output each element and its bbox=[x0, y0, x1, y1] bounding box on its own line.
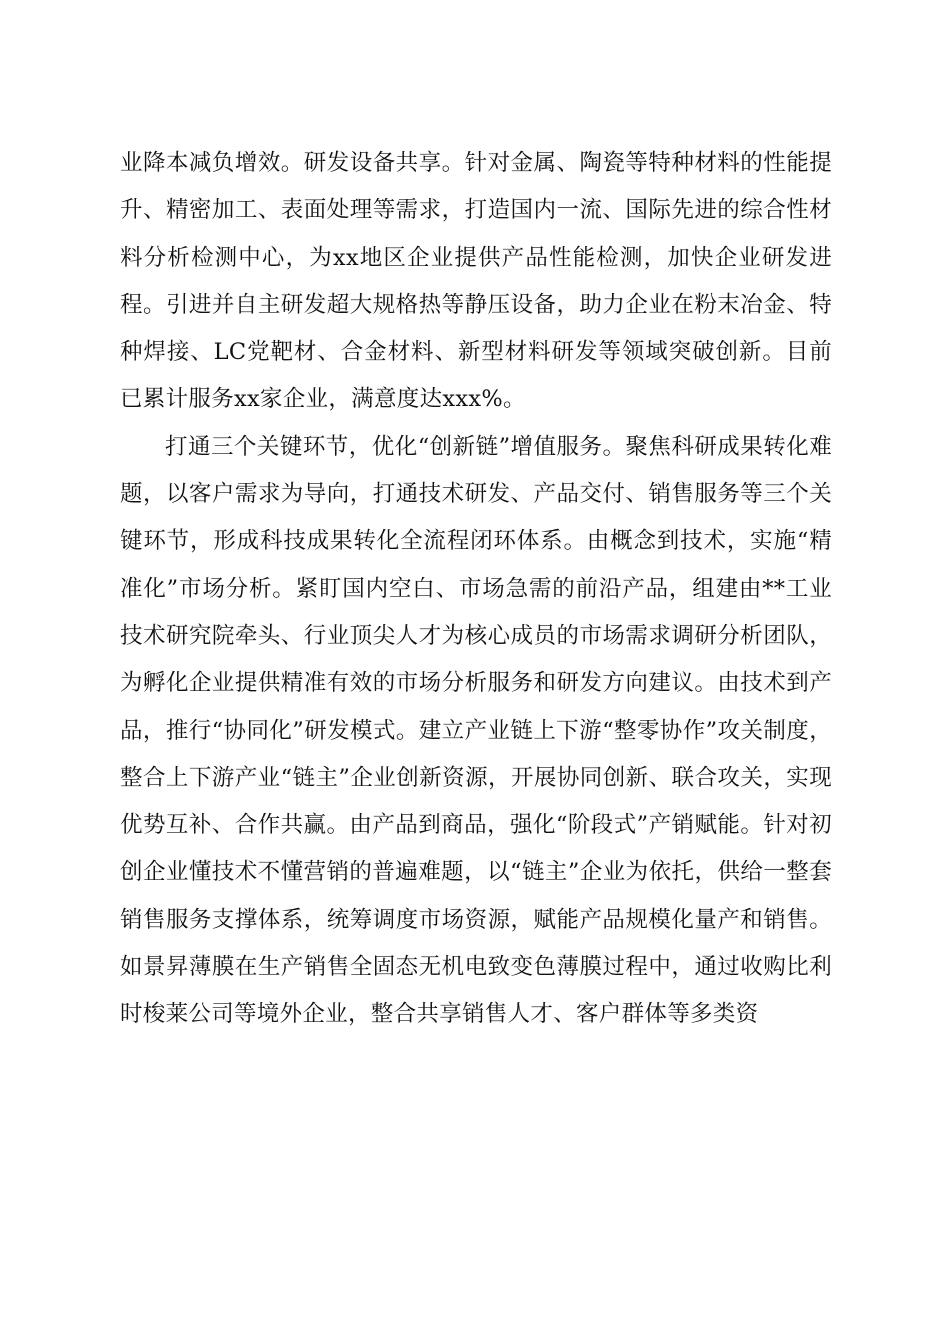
body-text bbox=[120, 140, 832, 1039]
paragraph-innovation-chain: 打通三个关键环节，优化“创新链”增值服务。聚焦科研成果转化难题，以客户需求为导向，打通技术研发、产品交付、销售服务等三个关键环节，形成科技成果转化全流程闭环体系。由概念到技术，实施“精准化”市场分析。紧盯国内空白、市场急需的前沿产品，组建由**工业技术研究院牵头、行业顶尖人才为核心成员的市场需求调研分析团队，为孵化企业提供精准有效的市场分析服务和研发方向建议。由技术到产品，推行“协同化”研发模式。建立产业链上下游“整零协作”攻关制度，整合上下游产业“链主”企业创新资源，开展协同创新、联合攻关，实现优势互补、合作共赢。由产品到商品，强化“阶段式”产销赋能。针对初创企业懂技术不懂营销的普遍难题，以“链主”企业为依托，供给一整套销售服务支撑体系，统筹调度市场资源，赋能产品规模化量产和销售。如景昇薄膜在生产销售全固态无机电致变色薄膜过程中，通过收购比利时梭莱公司等境外企业，整合共享销售人才、客户群体等多类资 bbox=[120, 433, 832, 1028]
paragraph-equipment-sharing: 业降本减负增效。研发设备共享。针对金属、陶瓷等特种材料的性能提升、精密加工、表面处理等需求，打造国内一流、国际先进的综合性材料分析检测中心，为xx地区企业提供产品性能检测，加快企业研发进程。引进并自主研发超大规格热等静压设备，助力企业在粉末冶金、特种焊接、LC党靶材、合金材料、新型材料研发等领域突破创新。目前已累计服务xx家企业，满意度达xxx%。 bbox=[120, 150, 832, 413]
